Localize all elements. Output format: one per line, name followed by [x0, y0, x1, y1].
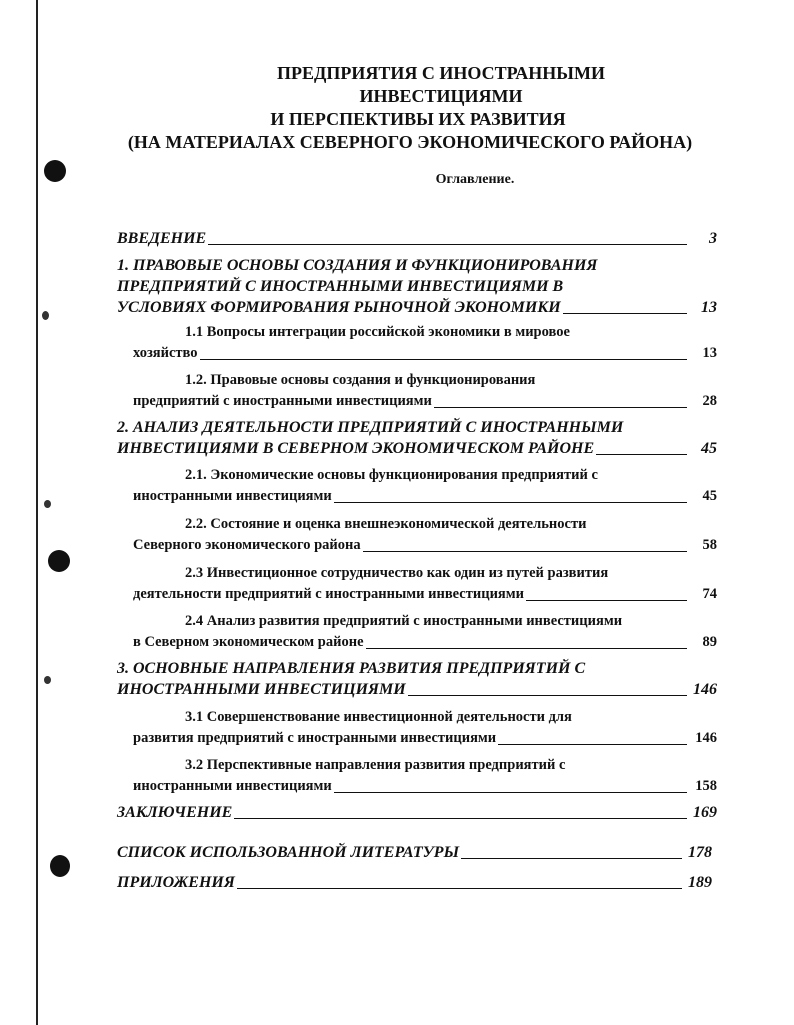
dot-leader	[200, 359, 687, 360]
toc-page-number: 45	[702, 488, 717, 504]
title-line: (НА МАТЕРИАЛАХ СЕВЕРНОГО ЭКОНОМИЧЕСКОГО РАЙОНА)	[127, 132, 693, 152]
toc-entry-text: 2.4 Анализ развития предприятий с иностранными инвестициями	[185, 613, 623, 629]
toc-entry-text: УСЛОВИЯХ ФОРМИРОВАНИЯ РЫНОЧНОЙ ЭКОНОМИКИ	[117, 299, 561, 316]
toc-entry-text: в Северном экономическом районе	[133, 634, 364, 650]
toc-entry-chapter-3[interactable]	[117, 658, 717, 700]
toc-entry-text: предприятий с иностранными инвестициями	[133, 393, 432, 409]
toc-entry-text: хозяйство	[133, 345, 198, 361]
toc-entry-text: деятельности предприятий с иностранными инвестициями	[133, 586, 524, 602]
toc-entry-chapter-2[interactable]	[117, 417, 717, 459]
toc-entry-text: Северного экономического района	[133, 537, 361, 553]
toc-entry-text: СПИСОК ИСПОЛЬЗОВАННОЙ ЛИТЕРАТУРЫ	[117, 844, 460, 861]
toc-entry-text: ЗАКЛЮЧЕНИЕ	[117, 804, 233, 821]
toc-entry-text: 2. АНАЛИЗ ДЕЯТЕЛЬНОСТИ ПРЕДПРИЯТИЙ С ИНОСТРАННЫМИ	[117, 419, 624, 436]
toc-entry-text: 1. ПРАВОВЫЕ ОСНОВЫ СОЗДАНИЯ И ФУНКЦИОНИРОВАНИЯ	[117, 257, 598, 274]
toc-page-number: 189	[688, 874, 712, 891]
document-title	[0, 62, 794, 154]
toc-page-number: 146	[695, 730, 717, 746]
toc-page-number: 169	[693, 804, 717, 821]
toc-entry-text: 2.2. Состояние и оценка внешнеэкономической деятельности	[185, 516, 587, 532]
dot-leader	[334, 792, 687, 793]
dot-leader	[526, 600, 687, 601]
toc-entry-text: ВВЕДЕНИЕ	[117, 230, 207, 247]
dot-leader	[366, 648, 687, 649]
toc-page-number: 13	[702, 345, 717, 361]
toc-page-number: 89	[702, 634, 717, 650]
toc-entry-literature[interactable]	[117, 842, 712, 863]
toc-page-number: 146	[693, 681, 717, 698]
dot-leader	[408, 695, 687, 696]
toc-entry-chapter-1[interactable]	[117, 255, 717, 318]
dot-leader	[498, 744, 687, 745]
toc-entry-section-3-2[interactable]	[133, 755, 717, 797]
toc-page-number: 45	[701, 440, 717, 457]
toc-heading: Оглавление.	[435, 172, 515, 187]
toc-entry-text: 3. ОСНОВНЫЕ НАПРАВЛЕНИЯ РАЗВИТИЯ ПРЕДПРИЯТИЙ С	[117, 660, 586, 677]
toc-entry-section-1-2[interactable]	[133, 370, 717, 412]
dot-leader	[563, 313, 687, 314]
title-line: ПРЕДПРИЯТИЯ С ИНОСТРАННЫМИ	[277, 63, 605, 83]
toc-entry-text: 3.1 Совершенствование инвестиционной деятельности для	[185, 709, 572, 725]
toc-entry-text: иностранными инвестициями	[133, 778, 332, 794]
toc-entry-text: ПРИЛОЖЕНИЯ	[117, 874, 235, 891]
dot-leader	[434, 407, 687, 408]
toc-entry-intro[interactable]	[117, 228, 717, 249]
title-line: И ПЕРСПЕКТИВЫ ИХ РАЗВИТИЯ	[270, 109, 566, 129]
toc-page-number: 158	[695, 778, 717, 794]
toc-entry-text: 1.2. Правовые основы создания и функционирования	[185, 372, 536, 388]
toc-entry-section-1-1[interactable]	[133, 322, 717, 364]
toc-entry-text: 2.1. Экономические основы функционирования предприятий с	[185, 467, 598, 483]
toc-entry-text: 3.2 Перспективные направления развития предприятий с	[185, 757, 566, 773]
dot-leader	[234, 818, 687, 819]
dot-leader	[237, 888, 682, 889]
dot-leader	[208, 244, 687, 245]
toc-entry-text: ИНОСТРАННЫМИ ИНВЕСТИЦИЯМИ	[117, 681, 406, 698]
toc-entry-section-2-3[interactable]	[133, 563, 717, 605]
toc-page-number: 3	[709, 230, 717, 247]
dot-leader	[596, 454, 687, 455]
toc-entry-section-2-2[interactable]	[133, 514, 717, 556]
punch-hole-mark	[48, 550, 70, 572]
toc-entry-text: развития предприятий с иностранными инвестициями	[133, 730, 497, 746]
toc-entry-text: 2.3 Инвестиционное сотрудничество как один из путей развития	[185, 565, 609, 581]
toc-page-number: 58	[702, 537, 717, 553]
scan-speck	[44, 676, 51, 684]
toc-entry-section-2-4[interactable]	[133, 611, 717, 653]
toc-entry-section-3-1[interactable]	[133, 707, 717, 749]
dot-leader	[334, 502, 687, 503]
toc-entry-conclusion[interactable]	[117, 802, 717, 823]
punch-hole-mark	[50, 855, 70, 877]
toc-entry-appendices[interactable]	[117, 872, 712, 893]
dot-leader	[461, 858, 682, 859]
title-line: ИНВЕСТИЦИЯМИ	[359, 86, 523, 106]
toc-entry-text: ИНВЕСТИЦИЯМИ В СЕВЕРНОМ ЭКОНОМИЧЕСКОМ РАЙОНЕ	[117, 440, 595, 457]
toc-page-number: 178	[688, 844, 712, 861]
toc-entry-text: иностранными инвестициями	[133, 488, 332, 504]
dot-leader	[363, 551, 687, 552]
toc-entry-text: 1.1 Вопросы интеграции российской экономики в мировое	[185, 324, 570, 340]
toc-entry-text: ПРЕДПРИЯТИЙ С ИНОСТРАННЫМИ ИНВЕСТИЦИЯМИ В	[117, 278, 564, 295]
scan-speck	[44, 500, 51, 508]
toc-page-number: 28	[702, 393, 717, 409]
toc-page-number: 13	[701, 299, 717, 316]
toc-entry-section-2-1[interactable]	[133, 465, 717, 507]
scan-speck	[42, 311, 49, 320]
toc-page-number: 74	[702, 586, 717, 602]
